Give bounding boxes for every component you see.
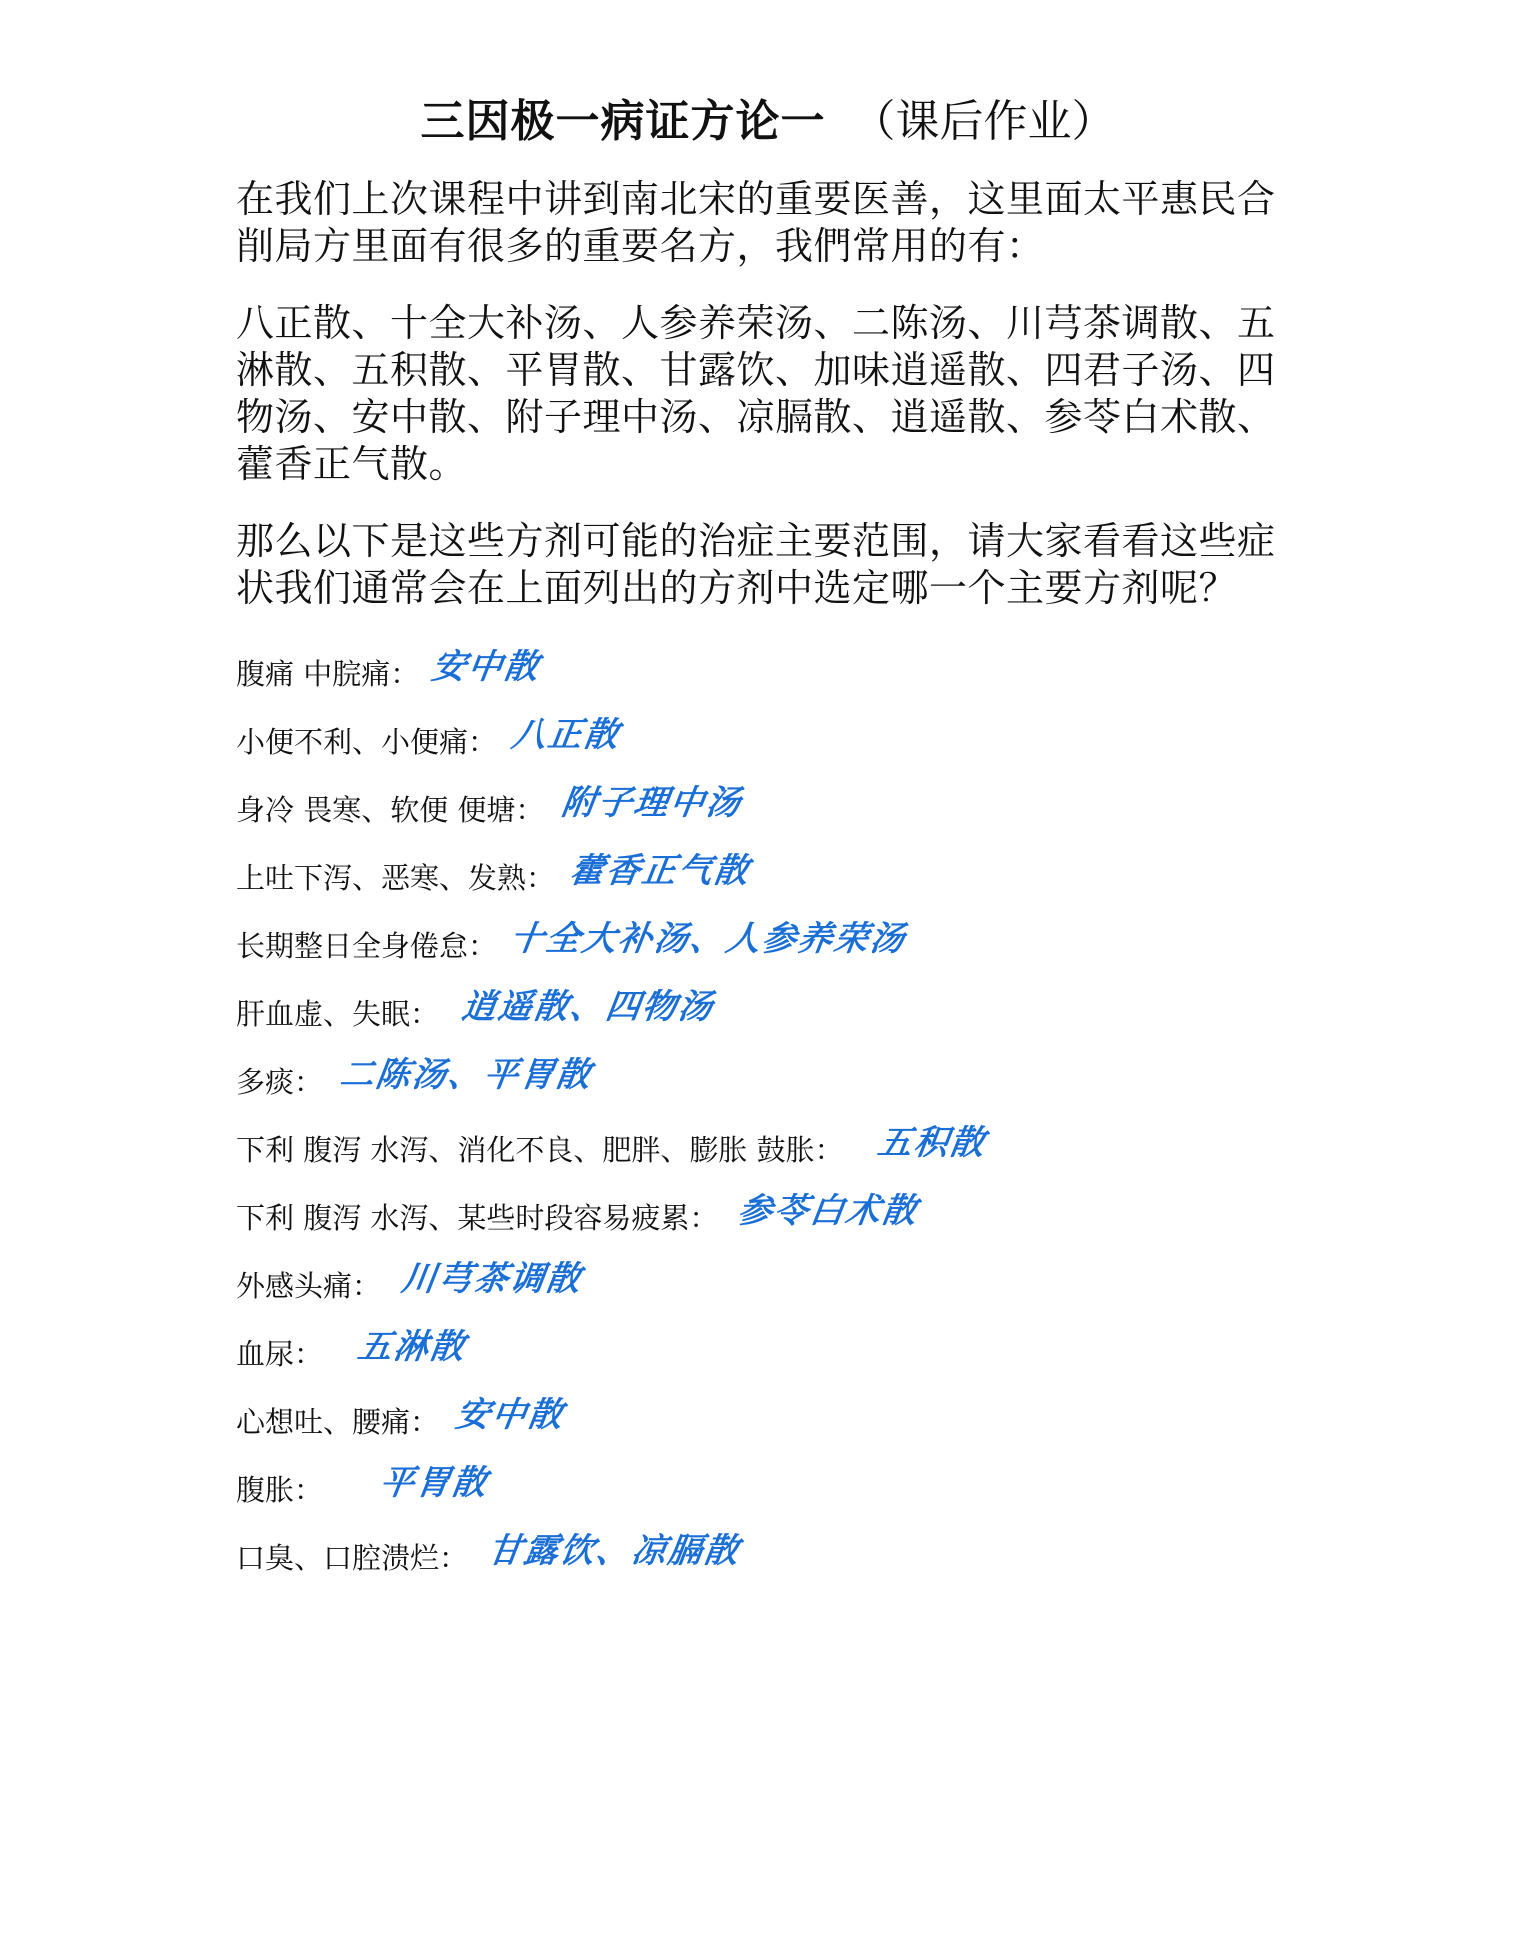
handwritten-answer: 甘露饮、凉膈散 bbox=[485, 1531, 743, 1571]
handwritten-answer: 藿香正气散 bbox=[567, 851, 753, 891]
handwritten-answer: 安中散 bbox=[429, 647, 543, 687]
handwritten-answer: 二陈汤、平胃散 bbox=[337, 1055, 595, 1095]
qa-row bbox=[0, 640, 1536, 702]
qa-row bbox=[0, 776, 1536, 838]
handwritten-answer: 八正散 bbox=[509, 715, 623, 755]
qa-row bbox=[0, 1456, 1536, 1518]
handwritten-answer: 参苓白术散 bbox=[735, 1191, 921, 1231]
qa-row bbox=[0, 1320, 1536, 1382]
qa-row bbox=[0, 980, 1536, 1042]
qa-row bbox=[0, 1524, 1536, 1586]
title-main: 三因极一病证方论一 bbox=[420, 96, 826, 147]
handwritten-answer: 十全大补汤、人参养荣汤 bbox=[507, 919, 909, 959]
intro-paragraph: 在我们上次课程中讲到南北宋的重要医善，这里面太平惠民合削局方里面有很多的重要名方，我們常用的有： bbox=[236, 177, 1276, 268]
symptom-label: 下利 腹泻 水泻、消化不良、肥胖、膨胀 鼓胀： bbox=[236, 1133, 844, 1167]
symptom-label: 腹痛 中脘痛： bbox=[236, 657, 420, 691]
symptom-label: 身冷 畏寒、软便 便塘： bbox=[236, 793, 545, 827]
formula-list-paragraph: 八正散、十全大补汤、人参养荣汤、二陈汤、川芎茶调散、五淋散、五积散、平胃散、甘露饮、加味逍遥散、四君子汤、四物汤、安中散、附子理中汤、凉膈散、逍遥散、参苓白术散、藿香正气散。 bbox=[236, 301, 1276, 486]
qa-row bbox=[0, 1388, 1536, 1450]
qa-row bbox=[0, 844, 1536, 906]
symptom-label: 腹胀： bbox=[236, 1473, 324, 1507]
symptom-label: 小便不利、小便痛： bbox=[236, 725, 498, 759]
handwritten-answer: 附子理中汤 bbox=[559, 783, 745, 823]
qa-row bbox=[0, 1116, 1536, 1178]
title-subtitle: （课后作业） bbox=[851, 96, 1116, 147]
symptom-label: 心想吐、腰痛： bbox=[236, 1405, 440, 1439]
handwritten-answer: 五淋散 bbox=[355, 1327, 469, 1367]
handwritten-answer: 逍遥散、四物汤 bbox=[459, 987, 717, 1027]
symptom-label: 肝血虚、失眠： bbox=[236, 997, 440, 1031]
symptom-label: 多痰： bbox=[236, 1065, 324, 1099]
symptom-label: 上吐下泻、恶寒、发熟： bbox=[236, 861, 556, 895]
handwritten-answer: 五积散 bbox=[875, 1123, 989, 1163]
symptom-label: 长期整日全身倦怠： bbox=[236, 929, 498, 963]
qa-row bbox=[0, 1184, 1536, 1246]
qa-row bbox=[0, 1252, 1536, 1314]
qa-row bbox=[0, 1048, 1536, 1110]
handwritten-answer: 川芎茶调散 bbox=[399, 1259, 585, 1299]
symptom-label: 口臭、口腔溃烂： bbox=[236, 1541, 469, 1575]
qa-row bbox=[0, 912, 1536, 974]
qa-row bbox=[0, 708, 1536, 770]
symptom-label: 血尿： bbox=[236, 1337, 324, 1371]
handwritten-answer: 平胃散 bbox=[377, 1463, 491, 1503]
symptom-label: 外感头痛： bbox=[236, 1269, 382, 1303]
symptom-label: 下利 腹泻 水泻、某些时段容易疲累： bbox=[236, 1201, 719, 1235]
question-paragraph: 那么以下是这些方剂可能的治症主要范围，请大家看看这些症状我们通常会在上面列出的方剂中选定哪一个主要方剂呢？ bbox=[236, 519, 1276, 610]
handwritten-answer: 安中散 bbox=[453, 1395, 567, 1435]
document-title bbox=[0, 92, 1536, 152]
